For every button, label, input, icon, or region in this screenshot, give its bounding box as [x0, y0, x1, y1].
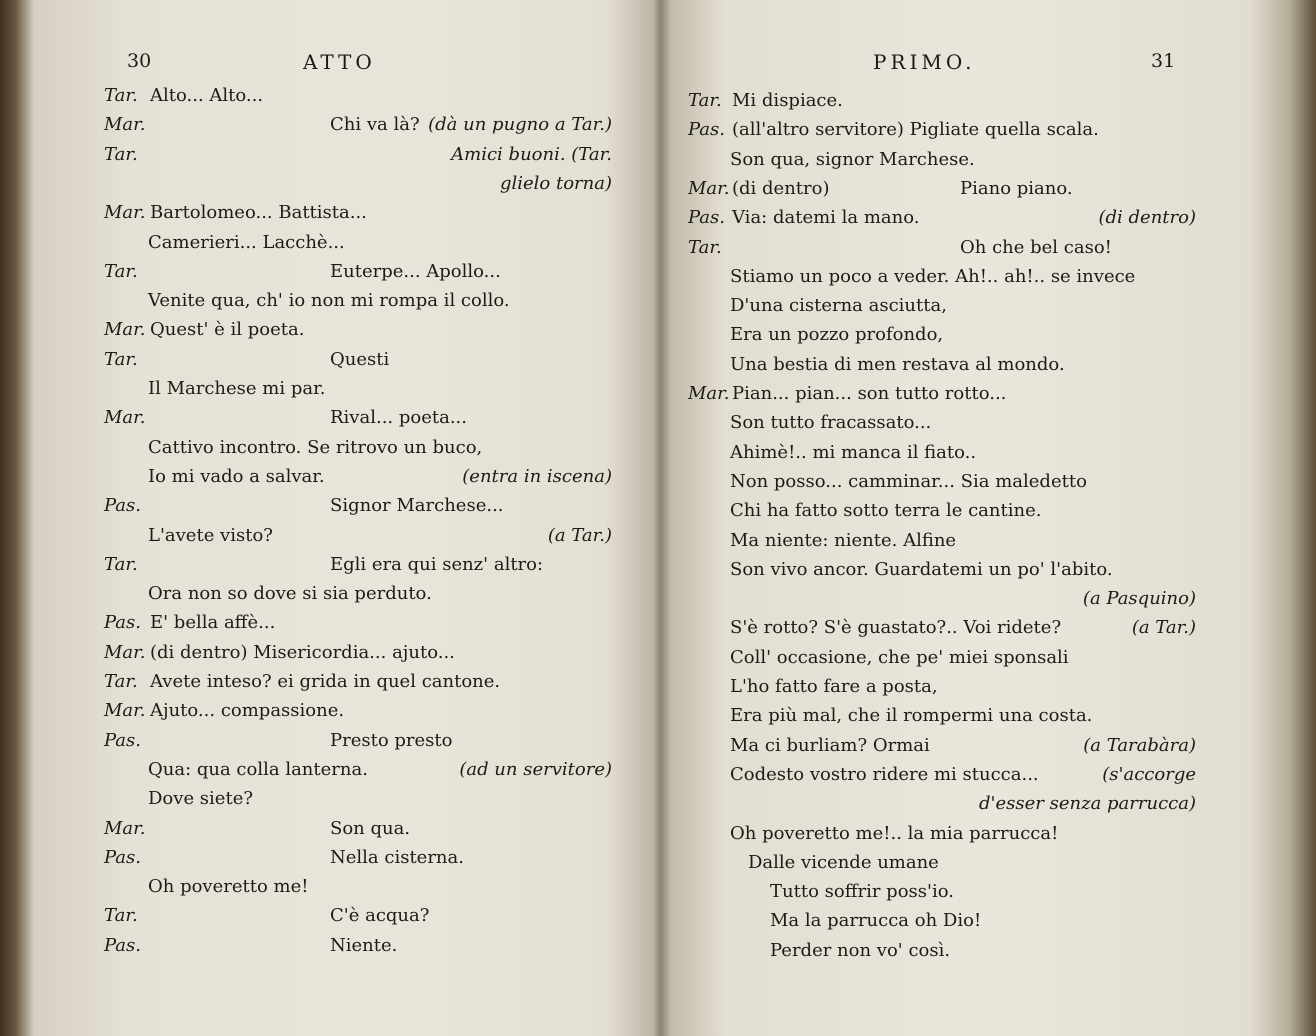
line-text: Qua: qua colla lanterna. [148, 758, 368, 780]
line-text: Oh che bel caso! [960, 236, 1112, 258]
stage-direction: (dà un pugno a Tar.) [428, 114, 612, 136]
line-text: Perder non vo' così. [770, 939, 951, 961]
stage-direction: (a Tarabàra) [1083, 734, 1196, 756]
line-text: L'avete visto? [148, 524, 273, 546]
speaker-name: Mar. [104, 817, 146, 839]
text-line [0, 198, 650, 227]
text-line [0, 755, 650, 784]
text-line [0, 315, 650, 344]
line-text: Ma ci burliam? Ormai [730, 734, 930, 756]
text-line [0, 110, 650, 139]
line-text: E' bella affè... [150, 612, 276, 634]
right-page [660, 0, 1316, 1036]
speaker-name: Pas. [104, 729, 141, 751]
speaker-name: Tar. [104, 260, 138, 282]
line-text: S'è rotto? S'è guastato?.. Voi ridete? [730, 617, 1062, 639]
text-line [660, 760, 1316, 789]
line-text: Stiamo un poco a veder. Ah!.. ah!.. se invece [730, 265, 1136, 287]
text-line [660, 731, 1316, 760]
stage-direction: (a Pasquino) [1082, 588, 1196, 610]
line-text: Una bestia di men restava al mondo. [730, 353, 1065, 375]
line-text: Oh poveretto me!.. la mia parrucca! [730, 822, 1059, 844]
text-line [0, 901, 650, 930]
text-line [660, 174, 1316, 203]
line-text: Era più mal, che il rompermi una costa. [730, 705, 1093, 727]
line-text: Alto... Alto... [150, 85, 264, 106]
line-text: Non posso... camminar... Sia maledetto [730, 470, 1087, 492]
text-line [660, 203, 1316, 232]
line-text: Niente. [330, 934, 398, 956]
text-line [0, 81, 650, 110]
text-line [660, 350, 1316, 379]
stage-direction: (a Tar.) [547, 524, 612, 546]
text-line [660, 233, 1316, 262]
line-text: Via: datemi la mano. [732, 207, 920, 229]
text-line [0, 228, 650, 257]
text-line [0, 784, 650, 813]
text-line [0, 843, 650, 872]
line-text: Oh poveretto me! [148, 876, 309, 898]
stage-direction: d'esser senza parrucca) [979, 793, 1196, 815]
line-text: Nella cisterna. [330, 846, 464, 868]
text-line [0, 608, 650, 637]
text-line [0, 286, 650, 315]
text-line [0, 814, 650, 843]
line-text: Venite qua, ch' io non mi rompa il collo. [148, 290, 510, 312]
line-text: Questi [330, 348, 390, 370]
speaker-name: Pas. [104, 612, 141, 634]
line-text: Cattivo incontro. Se ritrovo un buco, [148, 436, 483, 458]
speaker-name: Mar. [688, 177, 730, 199]
speaker-name: Tar. [104, 348, 138, 370]
text-line [660, 613, 1316, 642]
line-text: Chi va là? [330, 114, 420, 136]
line-text: Coll' occasione, che pe' miei sponsali [730, 646, 1069, 668]
text-line [660, 438, 1316, 467]
line-text: Bartolomeo... Battista... [150, 202, 367, 224]
line-text: Dalle vicende umane [748, 851, 939, 873]
speaker-name: Mar. [104, 114, 146, 136]
text-line [0, 872, 650, 901]
line-text: Egli era qui senz' altro: [330, 553, 544, 575]
speaker-name: Tar. [688, 90, 722, 111]
text-line [0, 550, 650, 579]
text-line [0, 638, 650, 667]
line-text: L'ho fatto fare a posta, [730, 676, 938, 697]
line-text: Pian... pian... son tutto rotto... [732, 383, 1007, 404]
text-line [660, 555, 1316, 584]
line-text: Ma la parrucca oh Dio! [770, 910, 982, 932]
line-text: Ajuto... compassione. [150, 700, 345, 722]
stage-direction: (entra in iscena) [462, 465, 612, 487]
text-line [0, 521, 650, 550]
line-text: C'è acqua? [330, 905, 430, 927]
stage-direction: (a Tar.) [1131, 617, 1196, 639]
line-text: Avete inteso? ei grida in quel cantone. [150, 671, 501, 692]
speaker-name: Mar. [688, 383, 730, 404]
line-text: Rival... poeta... [330, 407, 467, 429]
text-line [0, 931, 650, 960]
speaker-name: Pas. [104, 495, 141, 517]
line-text: (di dentro) [732, 177, 830, 199]
line-text: Son qua. [330, 817, 411, 839]
line-text: Tutto soffrir poss'io. [770, 881, 954, 903]
speaker-name: Tar. [104, 143, 138, 165]
speaker-name: Tar. [104, 905, 138, 927]
running-header: PRIMO. [873, 50, 976, 74]
text-line [0, 403, 650, 432]
speaker-name: Tar. [688, 236, 722, 258]
text-line [660, 467, 1316, 496]
speaker-name: Mar. [104, 319, 146, 341]
text-line [660, 291, 1316, 320]
speaker-name: Tar. [104, 671, 138, 692]
line-text: Quest' è il poeta. [150, 319, 305, 341]
line-text: Ahimè!.. mi manca il fiato.. [730, 441, 977, 463]
text-line [660, 819, 1316, 848]
line-text: (di dentro) Misericordia... ajuto... [150, 641, 455, 663]
line-text: Piano piano. [960, 177, 1073, 199]
stage-direction: (s'accorge [1102, 763, 1196, 785]
text-line [660, 877, 1316, 906]
text-line [660, 643, 1316, 672]
text-line [660, 86, 1316, 115]
speaker-name: Pas. [688, 119, 725, 141]
text-line [660, 262, 1316, 291]
text-line [0, 257, 650, 286]
stage-direction: glielo torna) [499, 172, 612, 194]
line-text: Era un pozzo profondo, [730, 324, 944, 346]
text-line [0, 140, 650, 169]
text-line [0, 433, 650, 462]
page-number: 30 [127, 50, 152, 72]
line-text: Mi dispiace. [732, 90, 843, 111]
text-line [0, 579, 650, 608]
speaker-name: Mar. [104, 407, 146, 429]
text-line [660, 145, 1316, 174]
text-line [0, 169, 650, 198]
left-page [0, 0, 650, 1036]
speaker-name: Tar. [104, 85, 138, 106]
line-text: Chi ha fatto sotto terra le cantine. [730, 500, 1042, 522]
text-line [660, 672, 1316, 701]
text-line [660, 936, 1316, 965]
text-line [0, 726, 650, 755]
text-line [660, 115, 1316, 144]
line-text: Son vivo ancor. Guardatemi un po' l'abito. [730, 558, 1113, 580]
text-line [660, 320, 1316, 349]
text-line [0, 462, 650, 491]
line-text: Son qua, signor Marchese. [730, 148, 975, 170]
line-text: Io mi vado a salvar. [148, 465, 325, 487]
line-text: Ma niente: niente. Alfine [730, 529, 957, 551]
line-text: Dove siete? [148, 788, 253, 810]
speaker-name: Pas. [688, 207, 725, 229]
text-line [660, 848, 1316, 877]
text-line [0, 696, 650, 725]
line-text: Euterpe... Apollo... [330, 260, 501, 282]
text-line [660, 789, 1316, 818]
text-line [660, 526, 1316, 555]
text-line [660, 379, 1316, 408]
speaker-name: Mar. [104, 641, 146, 663]
stage-direction: Amici buoni. (Tar. [451, 143, 612, 165]
text-line [660, 408, 1316, 437]
text-line [0, 667, 650, 696]
line-text: D'una cisterna asciutta, [730, 295, 947, 317]
line-text: (all'altro servitore) Pigliate quella scala. [732, 119, 1099, 141]
speaker-name: Mar. [104, 700, 146, 722]
line-text: Ora non so dove si sia perduto. [148, 583, 432, 605]
line-text: Signor Marchese... [330, 495, 504, 517]
line-text: Camerieri... Lacchè... [148, 231, 345, 253]
line-text: Il Marchese mi par. [148, 378, 326, 399]
stage-direction: (ad un servitore) [459, 758, 612, 780]
text-line [0, 345, 650, 374]
text-line [660, 584, 1316, 613]
text-line [0, 491, 650, 520]
text-line [660, 496, 1316, 525]
line-text: Son tutto fracassato... [730, 412, 932, 434]
speaker-name: Tar. [104, 553, 138, 575]
speaker-name: Pas. [104, 846, 141, 868]
page-number: 31 [1151, 50, 1176, 72]
running-header: ATTO [303, 50, 376, 74]
speaker-name: Mar. [104, 202, 146, 224]
text-line [0, 374, 650, 403]
text-line [660, 906, 1316, 935]
text-line [660, 701, 1316, 730]
line-text: Presto presto [330, 729, 453, 751]
line-text: Codesto vostro ridere mi stucca... [730, 763, 1039, 785]
speaker-name: Pas. [104, 934, 141, 956]
stage-direction: (di dentro) [1098, 207, 1196, 229]
